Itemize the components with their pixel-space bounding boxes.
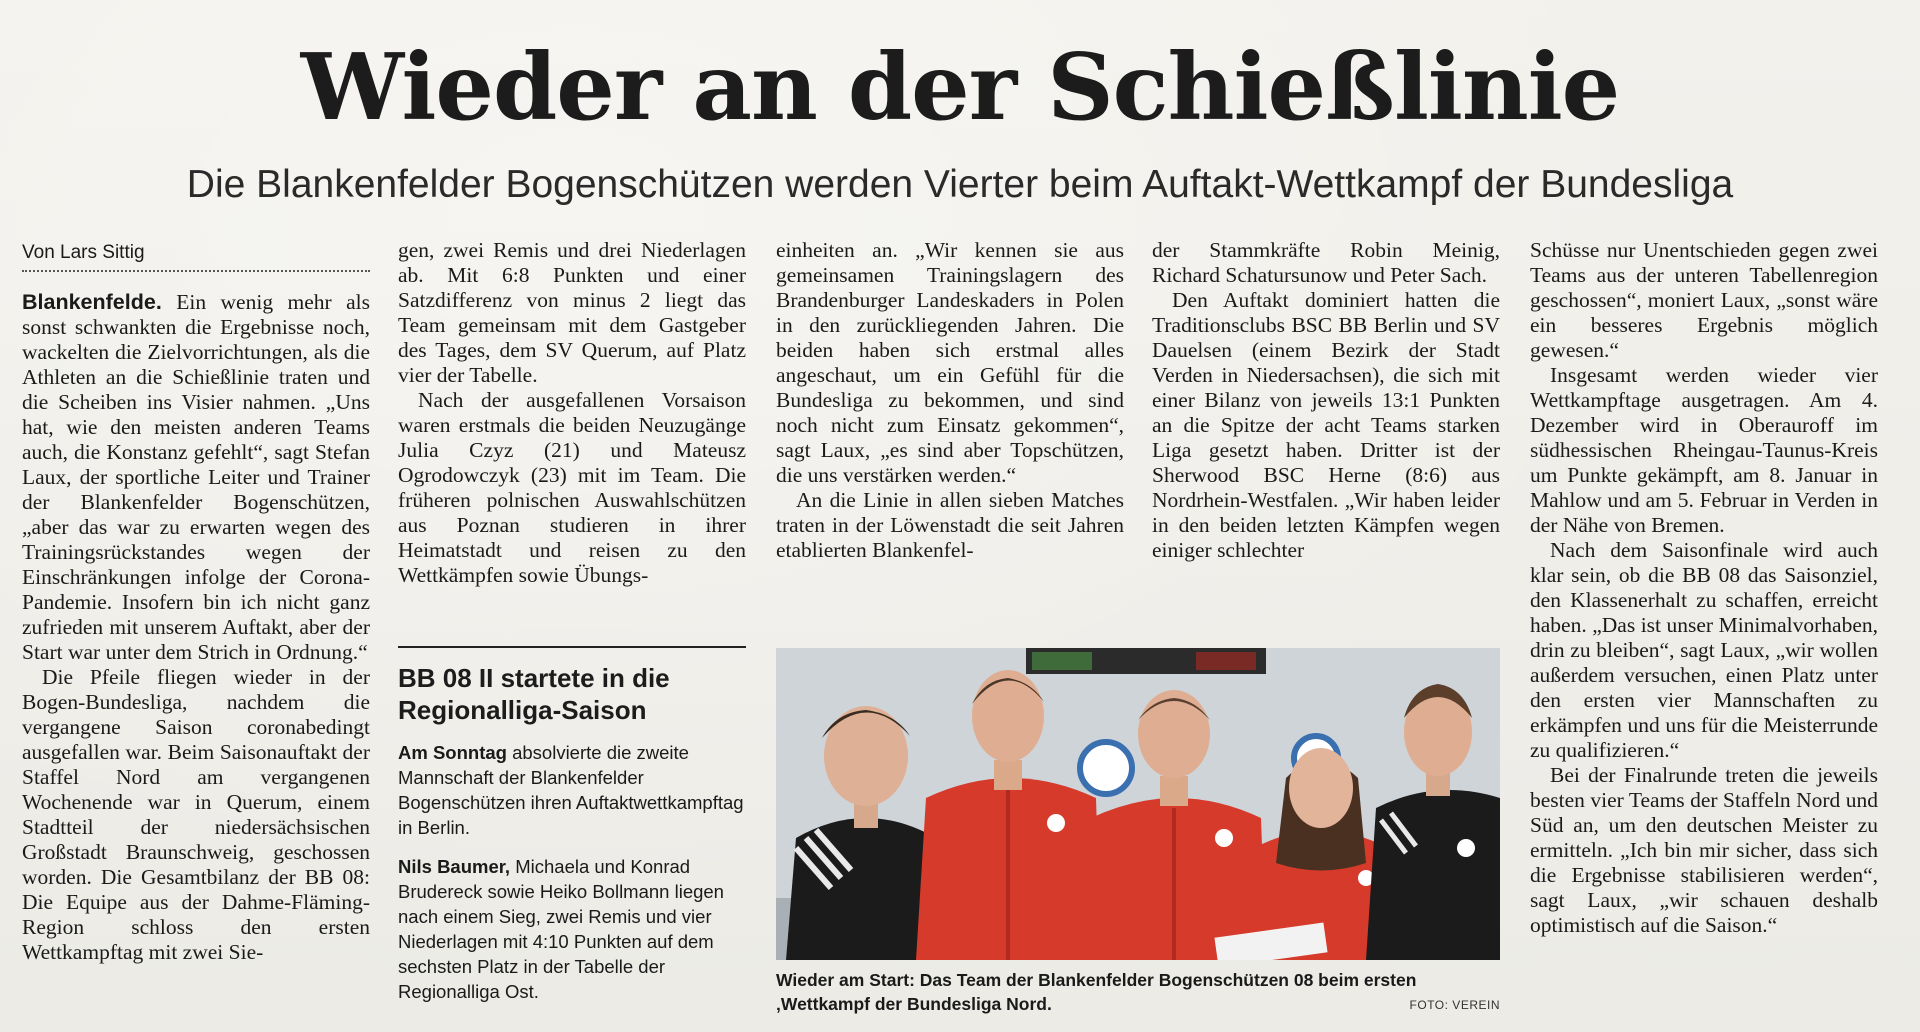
paragraph: Die Pfeile fliegen wieder in der Bogen-Bundesliga, nachdem die vergangene Saison coronabedingt ausgefallen war. Beim Saisonauftakt der Staffel Nord am vergangenen Wochenende war in Querum, einem Stadtteil der niedersächsischen Großstadt Braunschweig, geschossen worden. Die Gesamtbilanz der BB 08: Die Equipe aus der Dahme-Fläming-Region schloss den ersten Wettkampftag mit zwei Sie- bbox=[22, 665, 370, 964]
team-photo-illustration bbox=[776, 648, 1500, 960]
byline: Von Lars Sittig bbox=[22, 240, 370, 272]
column-5 bbox=[1530, 238, 1878, 938]
sidebar-paragraph: Nils Baumer, Michaela und Konrad Brudereck sowie Heiko Bollmann liegen nach einem Sieg, zwei Remis und vier Niederlagen mit 4:10 Punkten auf dem sechsten Platz in der Tabelle der Regionalliga Ost. bbox=[398, 856, 724, 1002]
paragraph: Insgesamt werden wieder vier Wettkampftage ausgetragen. Am 4. Dezember wird in Oberauroff im südhessischen Rheingau-Taunus-Kreis um Punkte gekämpft, am 8. Januar in Mahlow und am 5. Februar in Verden in der Nähe von Bremen. bbox=[1530, 363, 1878, 537]
team-photo bbox=[776, 648, 1500, 960]
headline: Wieder an der Schießlinie bbox=[300, 33, 1620, 141]
paragraph: Bei der Finalrunde treten die jeweils besten vier Teams der Staffeln Nord und Süd an, um den deutschen Meister zu ermitteln. „Ich bin mir sicher, dass sich die Ergebnisse stabilisieren werden“, sagt Laux, „wir schauen deshalb optimistisch auf die Saison.“ bbox=[1530, 763, 1878, 937]
sidebar-box bbox=[398, 646, 746, 1018]
paragraph: gen, zwei Remis und drei Niederlagen ab. Mit 6:8 Punkten und einer Satzdifferenz von minus 2 liegt das Team gemeinsam mit dem Gastgeber des Tages, dem SV Querum, auf Platz vier der Tabelle. bbox=[398, 238, 746, 387]
dateline: Blankenfelde. bbox=[22, 290, 162, 314]
paragraph: Den Auftakt dominiert hatten die Traditionsclubs BSC BB Berlin und SV Dauelsen (einem Bezirk der Stadt Verden in Niedersachsen), die sich mit einer Bilanz von jeweils 13:1 Punkten an die Spitze der acht Teams starken Liga gesetzt haben. Dritter ist der Sherwood BSC Herne (8:6) aus Nordrhein-Westfalen. „Wir haben leider in den beiden letzten Kämpfen wegen einiger schlechter bbox=[1152, 288, 1500, 562]
subheadline: Die Blankenfelder Bogenschützen werden Vierter beim Auftakt-Wettkampf der Bundesliga bbox=[186, 163, 1734, 206]
sidebar-paragraph: Am Sonntag absolvierte die zweite Mannschaft der Blankenfelder Bogenschützen ihren Auftaktwettkampftag in Berlin. bbox=[398, 742, 744, 838]
column-4 bbox=[1152, 238, 1500, 563]
paragraph: Nach der ausgefallenen Vorsaison waren erstmals die beiden Neuzugänge Julia Czyz (21) und Mateusz Ogrodowczyk (23) mit im Team. Die früheren polnischen Auswahlschützen aus Poznan studieren in ihrer Heimatstadt und reisen zu den Wettkämpfen sowie Übungs- bbox=[398, 388, 746, 587]
sidebar-title: BB 08 II startete in die Regionalliga-Saison bbox=[398, 663, 670, 725]
column-2 bbox=[398, 238, 746, 588]
paragraph: Blankenfelde. Ein wenig mehr als sonst schwankten die Ergebnisse noch, wackelten die Zielvorrichtungen, als die Athleten an die Schießlinie traten und die Scheiben ins Visier nahmen. „Uns hat, wie den meisten anderen Teams auch, die Konstanz gefehlt“, sagt Stefan Laux, der sportliche Leiter und Trainer der Blankenfelder Bogenschützen, „aber das war zu erwarten wegen des Trainingsrückstandes wegen der Einschränkungen infolge der Corona-Pandemie. Insofern bin ich nicht ganz zufrieden mit unserem Auftakt, aber der Start war unter dem Strich in Ordnung.“ bbox=[22, 290, 370, 664]
photo-caption: Wieder am Start: Das Team der Blankenfelder Bogenschützen 08 beim ersten ‚Wettkampf der Bundesliga Nord. bbox=[776, 970, 1417, 1014]
column-1 bbox=[22, 290, 370, 965]
paragraph: einheiten an. „Wir kennen sie aus gemeinsamen Trainingslagern des Brandenburger Landeskaders in Polen in den zurückliegenden Jahren. Die beiden haben sich erstmal alles angeschaut, um ein Gefühl für die Bundesliga zu bekommen, und sind noch nicht zum Einsatz gekommen“, sagt Laux, „es sind aber Topschützen, die uns verstärken werden.“ bbox=[776, 238, 1124, 487]
paragraph: Schüsse nur Unentschieden gegen zwei Teams aus der unteren Tabellenregion geschossen“, moniert Laux, „sonst wäre ein besseres Ergebnis möglich gewesen.“ bbox=[1530, 238, 1878, 362]
paragraph: Nach dem Saisonfinale wird auch klar sein, ob die BB 08 das Saisonziel, den Klassenerhalt zu schaffen, erreicht haben. „Das ist unser Minimalvorhaben, drin zu bleiben“, sagt Laux, „wir wollen außerdem versuchen, einen Platz unter den ersten vier Mannschaften zu erkämpfen und uns für die Meisterrunde zu qualifizieren.“ bbox=[1530, 538, 1878, 762]
paragraph: An die Linie in allen sieben Matches traten in der Löwenstadt die seit Jahren etablierten Blankenfel- bbox=[776, 488, 1124, 562]
paragraph: der Stammkräfte Robin Meinig, Richard Schatursunow und Peter Sach. bbox=[1152, 238, 1500, 287]
column-3 bbox=[776, 238, 1124, 563]
photo-credit: FOTO: VEREIN bbox=[1409, 998, 1500, 1012]
